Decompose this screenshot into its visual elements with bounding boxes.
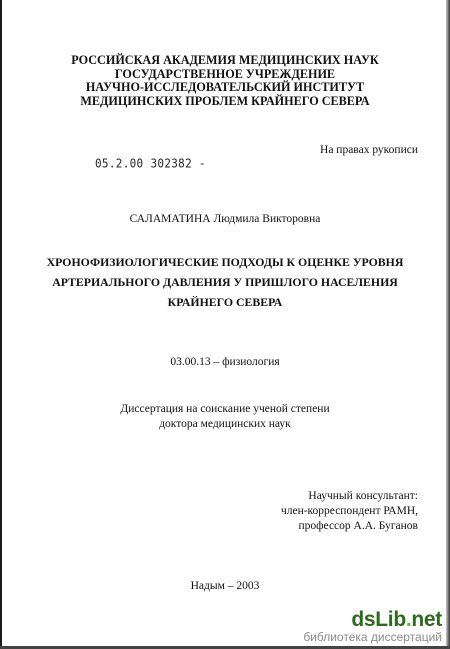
library-stamp (95, 156, 206, 171)
consultant-line: Научный консультант: (308, 490, 418, 502)
institution-header (0, 54, 450, 108)
logo-dot: . (405, 608, 412, 631)
dslib-watermark[interactable] (303, 609, 442, 644)
dslib-logo[interactable] (303, 609, 442, 631)
institution-line: РОССИЙСКАЯ АКАДЕМИЯ МЕДИЦИНСКИХ НАУК (71, 53, 379, 67)
title-line: КРАЙНЕГО СЕВЕРА (167, 295, 283, 309)
title-line: АРТЕРИАЛЬНОГО ДАВЛЕНИЯ У ПРИШЛОГО НАСЕЛЕНИЯ (52, 275, 398, 289)
institution-line: НАУЧНО-ИССЛЕДОВАТЕЛЬСКИЙ ИНСТИТУТ (85, 80, 365, 94)
logo-main: dsLib (351, 608, 406, 631)
degree-line: Диссертация на соискание ученой степени (120, 403, 330, 415)
degree-statement (0, 402, 450, 431)
institution-line: ГОСУДАРСТВЕННОЕ УЧРЕЖДЕНИЕ (114, 66, 336, 81)
place-year: Надым – 2003 (190, 580, 260, 592)
stamp-code: 05.2.00 (95, 156, 144, 171)
consultant-line: член-корреспондент РАМН, (280, 505, 418, 517)
watermark-subtitle: библиотека диссертаций (303, 630, 442, 644)
title-line: ХРОНОФИЗИОЛОГИЧЕСКИЕ ПОДХОДЫ К ОЦЕНКЕ УРОВНЯ (46, 255, 404, 269)
dissertation-title (0, 252, 450, 312)
author-name: САЛАМАТИНА Людмила Викторовна (129, 213, 321, 225)
specialty-code: 03.00.13 – физиология (170, 356, 280, 368)
scientific-consultant (281, 489, 418, 534)
rights-notice: На правах рукописи (320, 144, 418, 156)
institution-line: МЕДИЦИНСКИХ ПРОБЛЕМ КРАЙНЕГО СЕВЕРА (80, 93, 370, 108)
logo-tld: net (411, 608, 442, 631)
consultant-line: профессор А.А. Буганов (298, 520, 418, 532)
stamp-number: 302382 - (150, 156, 206, 171)
degree-line: доктора медицинских наук (159, 417, 291, 430)
